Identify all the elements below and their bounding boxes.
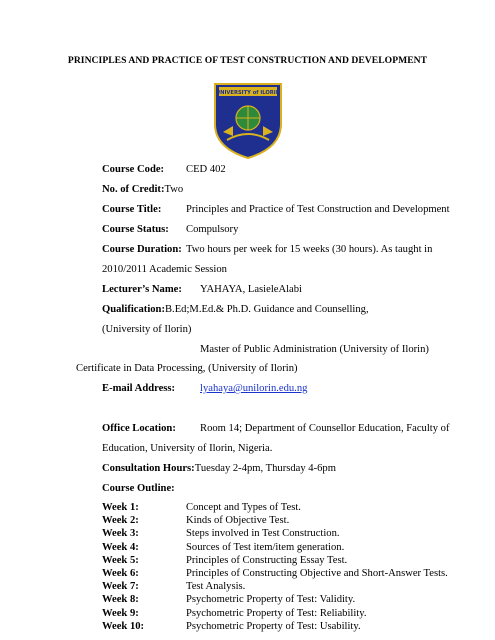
consultation-label: Consultation Hours: — [102, 463, 195, 474]
lecturer-label-row — [102, 283, 182, 296]
course-code-value: CED 402 — [186, 164, 226, 175]
qualification-row — [102, 303, 369, 316]
week-label: Week 1: — [102, 502, 139, 513]
week-topic: Principles of Constructing Objective and Short-Answer Tests. — [186, 568, 448, 579]
duration-value-2: 2010/2011 Academic Session — [102, 264, 227, 275]
week-label: Week 4: — [102, 541, 139, 553]
credit-label: No. of Credit: — [102, 184, 165, 195]
email-label-row — [102, 382, 175, 395]
lecturer-value: YAHAYA, LasieleAlabi — [200, 284, 302, 295]
course-title-value: Principles and Practice of Test Construction and Development — [186, 204, 450, 215]
qualification-value: B.Ed;M.Ed.& Ph.D. Guidance and Counselling, — [164, 304, 369, 315]
consultation-value: Tuesday 2-4pm, Thursday 4-6pm — [194, 463, 336, 474]
week-label: Week 9: — [102, 607, 139, 619]
office-label-row — [102, 422, 176, 435]
office-label: Office Location: — [102, 423, 176, 434]
course-title-label-row — [102, 203, 161, 216]
email-link[interactable]: lyahaya@unilorin.edu.ng — [200, 383, 308, 394]
status-label: Course Status: — [102, 224, 169, 235]
course-outline-heading — [102, 482, 175, 495]
course-code-label: Course Code: — [102, 164, 165, 175]
university-crest-icon — [213, 80, 283, 160]
email-link-wrap — [200, 382, 307, 395]
qualification-label: Qualification: — [102, 304, 165, 315]
credit-row — [102, 183, 183, 196]
week-topic: Psychometric Property of Test: Reliability. — [186, 607, 367, 619]
week-label: Week 5: — [102, 554, 139, 566]
duration-label-row — [102, 243, 182, 256]
week-topic: Steps involved in Test Construction. — [186, 528, 340, 540]
qualification-value-2: (University of Ilorin) — [102, 324, 192, 335]
qualification-value-4: Certificate in Data Processing, (University of Ilorin) — [76, 363, 298, 374]
consultation-row — [102, 462, 336, 475]
week-label: Week 8: — [102, 594, 139, 606]
week-label: Week 2: — [102, 515, 139, 527]
course-outline-label: Course Outline: — [102, 483, 175, 494]
week-topic: Sources of Test item/item generation. — [186, 541, 345, 553]
svg-text:UNIVERSITY of ILORIN: UNIVERSITY of ILORIN — [215, 90, 281, 96]
document-title: PRINCIPLES AND PRACTICE OF TEST CONSTRUCTION AND DEVELOPMENT — [67, 55, 428, 66]
office-value: Room 14; Department of Counsellor Education, Faculty of — [200, 423, 450, 434]
credit-value: Two — [164, 184, 184, 195]
week-topic: Principles of Constructing Essay Test. — [186, 554, 348, 566]
week-topic: Concept and Types of Test. — [186, 502, 301, 513]
course-title-label: Course Title: — [102, 204, 162, 215]
duration-value: Two hours per week for 15 weeks (30 hours). As taught in — [186, 244, 433, 255]
week-label: Week 7: — [102, 581, 139, 593]
office-value-2: Education, University of Ilorin, Nigeria. — [102, 443, 273, 454]
status-value: Compulsory — [186, 224, 239, 235]
lecturer-label: Lecturer’s Name: — [102, 284, 182, 295]
course-code-row — [102, 163, 164, 176]
week-topic: Test Analysis. — [186, 581, 246, 593]
week-label: Week 10: — [102, 620, 145, 632]
week-label: Week 6: — [102, 568, 139, 579]
email-label: E-mail Address: — [102, 383, 176, 394]
week-topic: Kinds of Objective Test. — [186, 515, 290, 527]
qualification-value-3: Master of Public Administration (University of Ilorin) — [200, 344, 429, 355]
duration-label: Course Duration: — [102, 244, 182, 255]
week-label: Week 3: — [102, 528, 139, 540]
week-topic: Psychometric Property of Test: Usability. — [186, 620, 361, 632]
week-topic: Psychometric Property of Test: Validity. — [186, 594, 356, 606]
status-label-row — [102, 223, 169, 236]
